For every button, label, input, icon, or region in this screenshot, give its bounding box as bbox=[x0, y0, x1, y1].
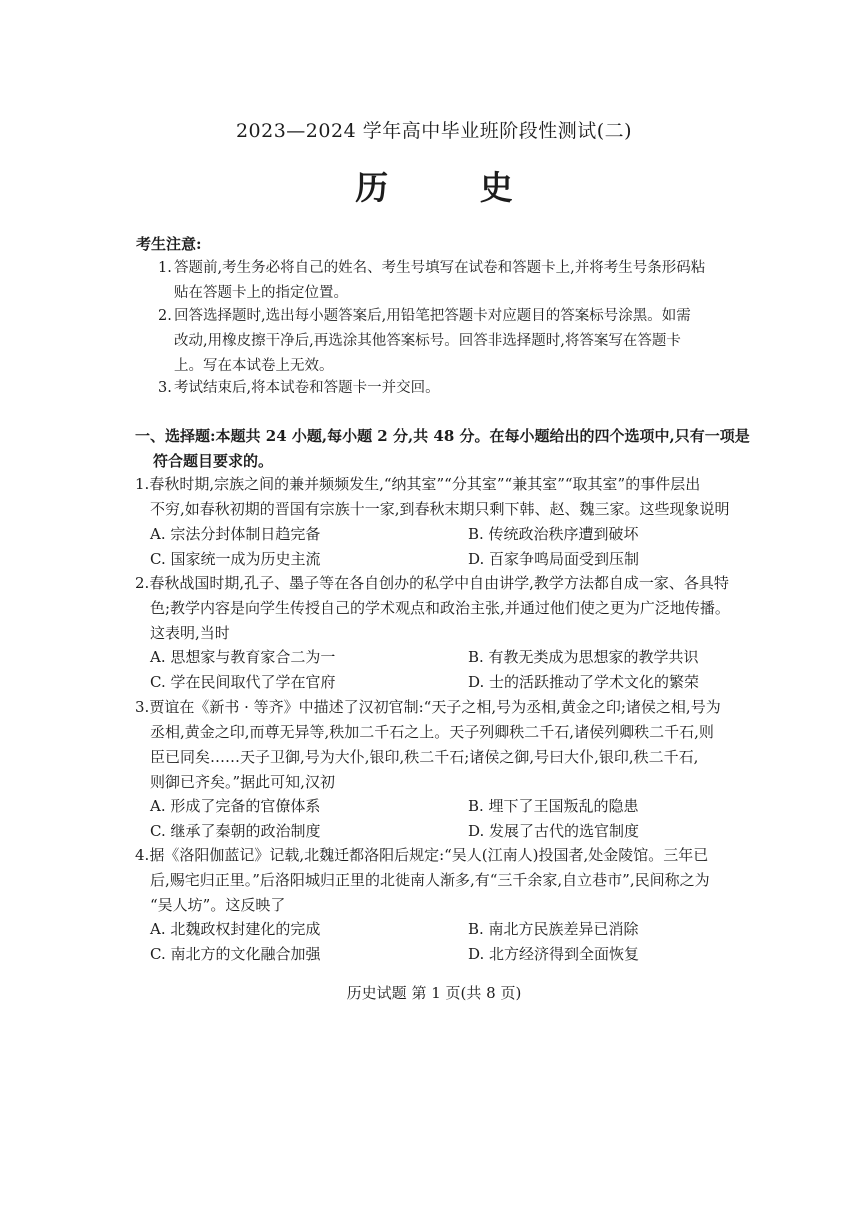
question-line: 臣已同矣……天子卫御,号为大仆,银印,秩二千石;诸侯之御,号曰大仆,银印,秩二千石, bbox=[150, 748, 699, 766]
question-line: 春秋时期,宗族之间的兼并频频发生,“纳其室”“分其室”“兼其室”“取其室”的事件层出 bbox=[149, 475, 701, 493]
exam-title: 2023—2024 学年高中毕业班阶段性测试(二) bbox=[235, 120, 633, 142]
question-number: 1. bbox=[135, 475, 150, 493]
notice-item-line: 上。写在本试卷上无效。 bbox=[174, 358, 334, 374]
notice-item-number: 3. bbox=[158, 380, 172, 396]
option-a: A. 北魏政权封建化的完成 bbox=[150, 920, 321, 938]
notice-item-1 bbox=[158, 256, 758, 306]
section-heading bbox=[135, 424, 755, 474]
option-d: D. 百家争鸣局面受到压制 bbox=[468, 550, 640, 568]
question-line: 则御已齐矣。”据此可知,汉初 bbox=[150, 773, 335, 791]
option-d: D. 北方经济得到全面恢复 bbox=[468, 945, 640, 963]
option-a: A. 形成了完备的官僚体系 bbox=[150, 797, 321, 815]
option-c: C. 学在民间取代了学在官府 bbox=[150, 673, 336, 691]
notice-item-line: 改动,用橡皮擦干净后,再选涂其他答案标号。回答非选择题时,将答案写在答题卡 bbox=[174, 333, 681, 349]
notice-item-line: 贴在答题卡上的指定位置。 bbox=[174, 285, 348, 301]
question-3 bbox=[135, 695, 755, 795]
question-4 bbox=[135, 843, 755, 918]
question-line: “吴人坊”。这反映了 bbox=[150, 896, 286, 914]
question-line: 丞相,黄金之印,而尊无异等,秩加二千石之上。天子列卿秩二千石,诸侯列卿秩二千石,则 bbox=[150, 723, 714, 741]
option-b: B. 有教无类成为思想家的教学共识 bbox=[468, 648, 699, 666]
notice-label: 考生注意: bbox=[136, 235, 202, 253]
section-heading-line: 一、选择题:本题共 24 小题,每小题 2 分,共 48 分。在每小题给出的四个选项中,只有一项是 bbox=[135, 427, 750, 445]
question-line: 这表明,当时 bbox=[150, 624, 230, 642]
notice-item-line: 考试结束后,将本试卷和答题卡一并交回。 bbox=[174, 380, 440, 396]
option-d: D. 发展了古代的选官制度 bbox=[468, 822, 640, 840]
notice-item-number: 2. bbox=[158, 308, 172, 324]
option-c: C. 南北方的文化融合加强 bbox=[150, 945, 321, 963]
option-a: A. 思想家与教育家合二为一 bbox=[150, 648, 336, 666]
question-1 bbox=[135, 472, 755, 522]
question-line: 据《洛阳伽蓝记》记载,北魏迁都洛阳后规定:“吴人(江南人)投国者,处金陵馆。三年已 bbox=[149, 846, 709, 864]
option-c: C. 国家统一成为历史主流 bbox=[150, 550, 321, 568]
subject-title: 历 史 bbox=[355, 168, 553, 207]
option-b: B. 埋下了王国叛乱的隐患 bbox=[468, 797, 639, 815]
notice-item-number: 1. bbox=[158, 260, 172, 276]
question-line: 贾谊在《新书 · 等齐》中描述了汉初官制:“天子之相,号为丞相,黄金之印;诸侯之相,号为 bbox=[149, 698, 721, 716]
question-line: 色;教学内容是向学生传授自己的学术观点和政治主张,并通过他们使之更为广泛地传播。 bbox=[150, 599, 730, 617]
question-number: 4. bbox=[135, 846, 150, 864]
question-number: 2. bbox=[135, 574, 150, 592]
question-2 bbox=[135, 571, 755, 646]
notice-item-3 bbox=[158, 376, 758, 401]
option-a: A. 宗法分封体制日趋完备 bbox=[150, 525, 321, 543]
option-d: D. 士的活跃推动了学术文化的繁荣 bbox=[468, 673, 700, 691]
option-c: C. 继承了秦朝的政治制度 bbox=[150, 822, 321, 840]
page-footer: 历史试题 第 1 页(共 8 页) bbox=[346, 984, 522, 1002]
option-b: B. 传统政治秩序遭到破坏 bbox=[468, 525, 639, 543]
notice-item-2 bbox=[158, 304, 758, 379]
question-line: 不穷,如春秋初期的晋国有宗族十一家,到春秋末期只剩下韩、赵、魏三家。这些现象说明 bbox=[150, 500, 730, 518]
question-number: 3. bbox=[135, 698, 150, 716]
section-heading-line: 符合题目要求的。 bbox=[153, 452, 274, 470]
option-b: B. 南北方民族差异已消除 bbox=[468, 920, 639, 938]
question-line: 后,赐宅归正里。”后洛阳城归正里的北徙南人渐多,有“三千余家,自立巷市”,民间称之为 bbox=[150, 871, 710, 889]
notice-item-line: 回答选择题时,选出每小题答案后,用铅笔把答题卡对应题目的答案标号涂黑。如需 bbox=[174, 308, 691, 324]
notice-item-line: 答题前,考生务必将自己的姓名、考生号填写在试卷和答题卡上,并将考生号条形码粘 bbox=[174, 260, 706, 276]
question-line: 春秋战国时期,孔子、墨子等在各自创办的私学中自由讲学,教学方法都自成一家、各具特 bbox=[149, 574, 729, 592]
